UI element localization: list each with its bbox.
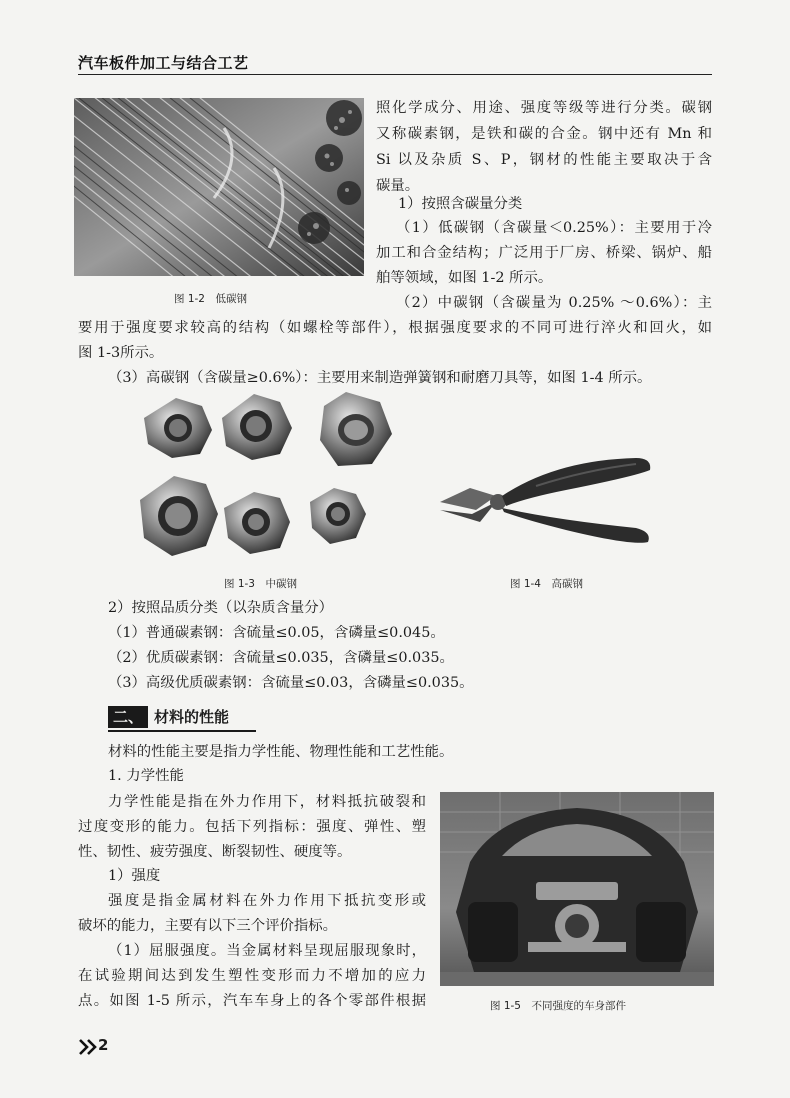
header-rule — [78, 74, 712, 75]
flange-nut-icon — [222, 394, 292, 460]
paragraph-line: 又称碳素钢，是铁和碳的合金。钢中还有 Mn 和 — [376, 126, 712, 142]
paragraph-line: 点。如图 1-5 所示，汽车车身上的各个零部件根据 — [78, 993, 426, 1009]
paragraph-line: 要用于强度要求较高的结构（如螺栓等部件），根据强度要求的不同可进行淬火和回火，如 — [78, 320, 712, 336]
paragraph-line: 图 1-3所示。 — [78, 345, 164, 361]
subheading: 1）强度 — [108, 868, 161, 884]
paragraph-line: 照化学成分、用途、强度等级等进行分类。碳钢 — [376, 100, 712, 116]
photo-medium-carbon-nuts — [134, 388, 416, 568]
paragraph-line: （1）普通碳素钢：含硫量≤0.05，含磷量≤0.045。 — [108, 625, 445, 641]
paragraph-line: （1）屈服强度。当金属材料呈现屈服现象时， — [108, 943, 426, 959]
running-header — [78, 52, 712, 76]
paragraph-line: 材料的性能主要是指力学性能、物理性能和工艺性能。 — [108, 744, 454, 760]
paragraph-line: 强度是指金属材料在外力作用下抵抗变形或 — [108, 893, 426, 909]
paragraph-line: 碳量。 — [376, 178, 420, 194]
section-title: 材料的性能 — [154, 708, 230, 726]
photo-car-body-structure — [440, 792, 714, 986]
photo-high-carbon-pliers — [436, 450, 658, 550]
paragraph-line: 在试验期间达到发生塑性变形而力不增加的应力 — [78, 968, 426, 984]
paragraph-line: 性、韧性、疲劳强度、断裂韧性、硬度等。 — [78, 844, 352, 860]
paragraph-line: （2）中碳钢（含碳量为 0.25% ～0.6%）：主 — [396, 295, 712, 311]
hex-nut-icon — [140, 476, 218, 556]
section-heading — [108, 706, 256, 728]
paragraph-line: （1）低碳钢（含碳量＜0.25%）：主要用于冷 — [396, 220, 712, 236]
paragraph-line: （3）高碳钢（含碳量≥0.6%）：主要用来制造弹簧钢和耐磨刀具等，如图 1-4 所示。 — [108, 370, 652, 386]
paragraph-line: 加工和合金结构；广泛用于厂房、桥梁、锅炉、船 — [376, 245, 712, 261]
flange-nut-icon — [224, 492, 290, 554]
subheading: 1）按照含碳量分类 — [398, 196, 523, 212]
section-number-badge: 二、 — [108, 706, 148, 728]
page-number: 2 — [98, 1036, 109, 1054]
paragraph-line: 破坏的能力，主要有以下三个评价指标。 — [78, 918, 338, 934]
flange-nut-icon — [310, 488, 366, 544]
paragraph-line: （2）优质碳素钢：含硫量≤0.035，含磷量≤0.035。 — [108, 650, 454, 666]
book-title: 汽车板件加工与结合工艺 — [78, 54, 249, 72]
double-chevron-icon — [78, 1038, 100, 1056]
figure-caption-1-2: 图 1-2 低碳钢 — [174, 293, 247, 305]
figure-caption-1-3: 图 1-3 中碳钢 — [224, 578, 297, 590]
section-rule — [108, 730, 256, 732]
flange-nut-icon — [144, 398, 212, 458]
paragraph-line: 过度变形的能力。包括下列指标：强度、弹性、塑 — [78, 819, 426, 835]
subheading: 1. 力学性能 — [108, 768, 184, 784]
paragraph-line: Si 以及杂质 S、P，钢材的性能主要取决于含 — [376, 152, 712, 168]
paragraph-line: 舶等领域，如图 1-2 所示。 — [376, 270, 553, 286]
photo-low-carbon-steel — [74, 98, 364, 276]
figure-caption-1-4: 图 1-4 高碳钢 — [510, 578, 583, 590]
subheading: 2）按照品质分类（以杂质含量分） — [108, 600, 334, 616]
paragraph-line: 力学性能是指在外力作用下，材料抵抗破裂和 — [108, 794, 426, 810]
figure-caption-1-5: 图 1-5 不同强度的车身部件 — [490, 1000, 626, 1012]
paragraph-line: （3）高级优质碳素钢：含硫量≤0.03，含磷量≤0.035。 — [108, 675, 474, 691]
hex-nut-icon — [320, 392, 392, 466]
